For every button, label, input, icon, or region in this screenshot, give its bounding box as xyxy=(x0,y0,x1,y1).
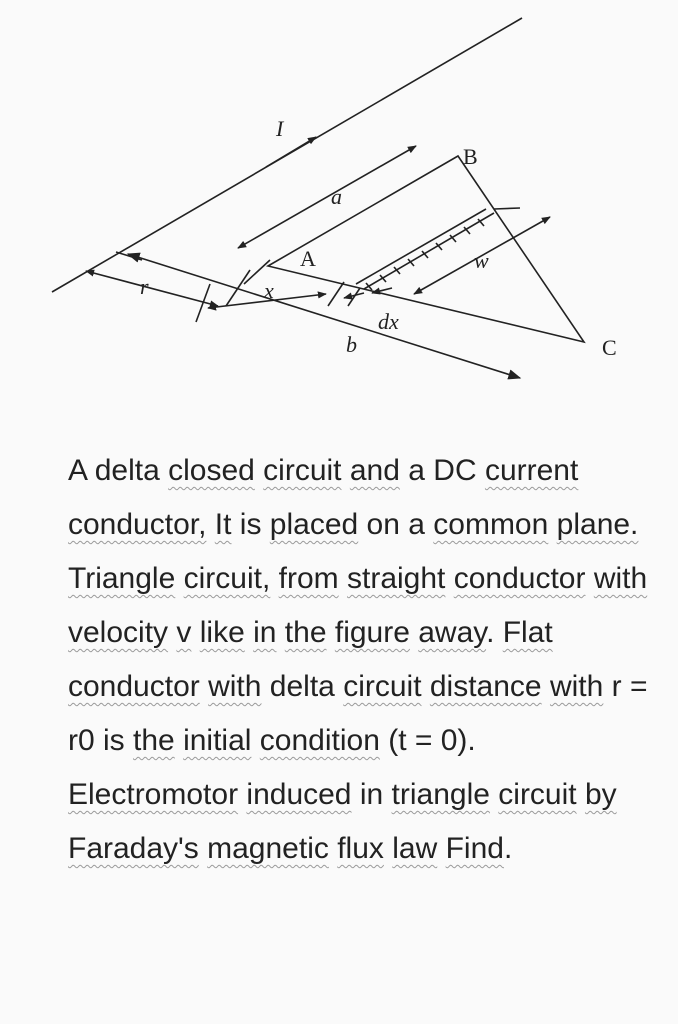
text-run: delta xyxy=(261,670,344,703)
text-run xyxy=(160,454,168,487)
underlined-word: with xyxy=(549,670,604,703)
underlined-word: common xyxy=(433,508,549,541)
text-run: in xyxy=(351,778,392,811)
underlined-word: plane. xyxy=(556,508,639,541)
underlined-word: magnetic xyxy=(207,832,329,865)
label-vertex-c: C xyxy=(602,335,617,360)
label-b: b xyxy=(346,332,357,357)
underlined-word: from xyxy=(278,562,339,595)
underlined-word: and xyxy=(349,454,400,487)
underlined-word: flux xyxy=(337,832,384,865)
text-run xyxy=(410,616,418,649)
label-vertex-b: B xyxy=(463,144,478,169)
underlined-word: initial xyxy=(183,724,252,757)
underlined-word: conductor xyxy=(453,562,586,595)
text-run xyxy=(422,670,430,703)
text-run xyxy=(191,616,199,649)
text-run: on a xyxy=(358,508,434,541)
underlined-word: current xyxy=(484,454,579,487)
text-run xyxy=(255,454,263,487)
underlined-word: It xyxy=(214,508,232,541)
text-run xyxy=(329,832,337,865)
underlined-word: Electromotor xyxy=(68,778,239,811)
text-run xyxy=(577,778,585,811)
underlined-word: conductor, xyxy=(68,508,207,541)
text-run xyxy=(542,670,550,703)
underlined-word: with xyxy=(208,670,262,703)
text-run: a DC xyxy=(399,454,485,487)
underlined-word: circuit xyxy=(343,670,422,703)
label-w: w xyxy=(474,248,489,273)
underlined-word: the xyxy=(133,724,175,757)
underlined-word: like xyxy=(199,616,245,649)
text-run xyxy=(339,562,347,595)
underlined-word: circuit xyxy=(263,454,342,487)
underlined-word: Find xyxy=(445,832,504,865)
text-run xyxy=(384,832,392,865)
circuit-diagram xyxy=(0,0,678,420)
label-vertex-a: A xyxy=(300,246,316,271)
label-dx: dx xyxy=(378,309,399,334)
underlined-word: distance xyxy=(429,670,542,703)
text-run xyxy=(175,724,183,757)
text-run: (t = 0). xyxy=(379,724,476,757)
underlined-word: straight xyxy=(347,562,446,595)
text-run xyxy=(445,562,453,595)
text-run: r = r0 is xyxy=(68,670,648,757)
text-run: . xyxy=(486,616,503,649)
text-run xyxy=(437,832,445,865)
text-run: is xyxy=(231,508,270,541)
underlined-word: circuit, xyxy=(183,562,271,595)
underlined-word: the xyxy=(284,616,327,649)
circuit-figure xyxy=(0,0,678,420)
label-current: I xyxy=(276,116,284,141)
text-run xyxy=(585,562,593,595)
underlined-word: in xyxy=(253,616,277,649)
underlined-word: law xyxy=(392,832,438,865)
underlined-word: circuit xyxy=(498,778,577,811)
text-run xyxy=(206,508,214,541)
text-run: delta xyxy=(94,454,160,487)
underlined-word: placed xyxy=(269,508,359,541)
dim-b-arrow xyxy=(128,254,520,378)
text-run xyxy=(251,724,259,757)
underlined-word: induced xyxy=(246,778,352,811)
underlined-word: Triangle xyxy=(68,562,176,595)
text-run: A xyxy=(68,454,95,487)
underlined-word: condition xyxy=(259,724,380,757)
underlined-word: away xyxy=(418,616,487,649)
underlined-word: v xyxy=(176,616,192,649)
text-run xyxy=(548,508,556,541)
text-run: . xyxy=(503,832,513,865)
text-run xyxy=(199,832,207,865)
underlined-word: by xyxy=(584,778,617,811)
text-run xyxy=(175,562,183,595)
text-run xyxy=(276,616,284,649)
text-run xyxy=(327,616,335,649)
underlined-word: figure xyxy=(334,616,410,649)
underlined-word: Faraday's xyxy=(68,832,199,865)
text-run xyxy=(200,670,208,703)
label-a: a xyxy=(331,184,342,209)
label-x: x xyxy=(264,278,274,303)
text-run xyxy=(342,454,350,487)
text-run xyxy=(270,562,278,595)
text-run xyxy=(245,616,253,649)
current-arrow xyxy=(266,137,316,167)
underlined-word: with xyxy=(593,562,648,595)
underlined-word: conductor xyxy=(68,670,200,703)
underlined-word: velocity xyxy=(68,616,169,649)
underlined-word: Flat xyxy=(502,616,553,649)
label-r: r xyxy=(140,274,149,299)
underlined-word: closed xyxy=(168,454,255,487)
underlined-word: triangle xyxy=(391,778,490,811)
question-text xyxy=(68,444,648,876)
